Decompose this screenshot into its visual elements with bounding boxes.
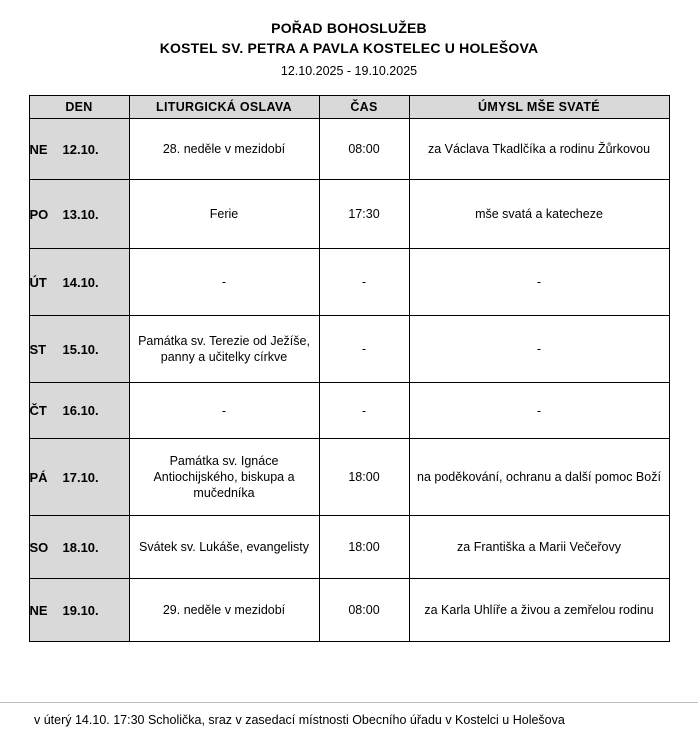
time-cell: - — [319, 249, 409, 316]
day-of-week: ÚT — [29, 274, 47, 290]
table-row — [29, 249, 669, 316]
table-row — [29, 316, 669, 383]
celebration-cell: - — [129, 249, 319, 316]
table-row — [29, 516, 669, 579]
intention-cell: mše svatá a katecheze — [409, 180, 669, 249]
parish-subtitle: KOSTEL SV. PETRA A PAVLA KOSTELEC U HOLEŠOVA — [159, 40, 539, 56]
celebration-cell: 29. neděle v mezidobí — [129, 579, 319, 642]
day-cell — [29, 383, 129, 439]
celebration-cell: Ferie — [129, 180, 319, 249]
intention-cell: - — [409, 383, 669, 439]
day-date: 13.10. — [62, 206, 99, 222]
page-title: POŘAD BOHOSLUŽEB — [271, 20, 427, 36]
table-head — [29, 96, 669, 119]
intention-cell: - — [409, 316, 669, 383]
day-cell — [29, 516, 129, 579]
day-date: 12.10. — [62, 141, 99, 157]
day-date: 16.10. — [62, 403, 99, 418]
intention-cell: za Václava Tkadlčíka a rodinu Žůrkovou — [409, 119, 669, 180]
celebration-cell: Památka sv. Terezie od Ježíše, panny a učitelky církve — [129, 316, 319, 383]
day-of-week: SO — [29, 539, 49, 555]
intention-cell: za Františka a Marii Večeřovy — [409, 516, 669, 579]
table-row — [29, 579, 669, 642]
time-cell: 18:00 — [319, 439, 409, 516]
table-body — [29, 119, 669, 642]
celebration-cell: 28. neděle v mezidobí — [129, 119, 319, 180]
table-row — [29, 383, 669, 439]
intention-cell: na poděkování, ochranu a další pomoc Boží — [409, 439, 669, 516]
time-cell: - — [319, 316, 409, 383]
footer-section — [0, 702, 698, 741]
day-of-week: NE — [29, 602, 48, 618]
day-date: 19.10. — [62, 602, 99, 618]
day-cell — [29, 119, 129, 180]
table-row — [29, 119, 669, 180]
column-header-time: ČAS — [319, 96, 409, 119]
day-date: 18.10. — [62, 539, 99, 555]
day-of-week: PÁ — [29, 469, 48, 485]
intention-cell: - — [409, 249, 669, 316]
celebration-cell: Svátek sv. Lukáše, evangelisty — [129, 516, 319, 579]
column-header-intention: ÚMYSL MŠE SVATÉ — [409, 96, 669, 119]
day-date: 14.10. — [62, 274, 99, 290]
day-of-week: NE — [29, 141, 48, 157]
time-cell: 08:00 — [319, 119, 409, 180]
table-row — [29, 180, 669, 249]
day-cell — [29, 316, 129, 383]
table-row — [29, 439, 669, 516]
time-cell: 17:30 — [319, 180, 409, 249]
day-of-week: PO — [29, 206, 49, 222]
column-header-day: DEN — [29, 96, 129, 119]
day-of-week: ST — [29, 341, 47, 357]
celebration-cell: - — [129, 383, 319, 439]
time-cell: - — [319, 383, 409, 439]
column-header-celebration: LITURGICKÁ OSLAVA — [129, 96, 319, 119]
announcement-note: v úterý 14.10. 17:30 Scholička, sraz v zasedací místnosti Obecního úřadu v Kostelci u Holešova — [34, 713, 565, 727]
day-date: 15.10. — [62, 341, 99, 357]
document-header — [0, 0, 698, 81]
mass-schedule-table — [29, 95, 670, 642]
day-cell — [29, 249, 129, 316]
celebration-cell: Památka sv. Ignáce Antiochijského, biskupa a mučedníka — [129, 439, 319, 516]
day-cell — [29, 439, 129, 516]
intention-cell: za Karla Uhlíře a živou a zemřelou rodinu — [409, 579, 669, 642]
day-of-week: ČT — [29, 403, 47, 418]
table-header-row — [29, 96, 669, 119]
day-cell — [29, 579, 129, 642]
day-date: 17.10. — [62, 469, 99, 485]
day-cell — [29, 180, 129, 249]
time-cell: 18:00 — [319, 516, 409, 579]
date-range: 12.10.2025 - 19.10.2025 — [280, 64, 418, 78]
time-cell: 08:00 — [319, 579, 409, 642]
